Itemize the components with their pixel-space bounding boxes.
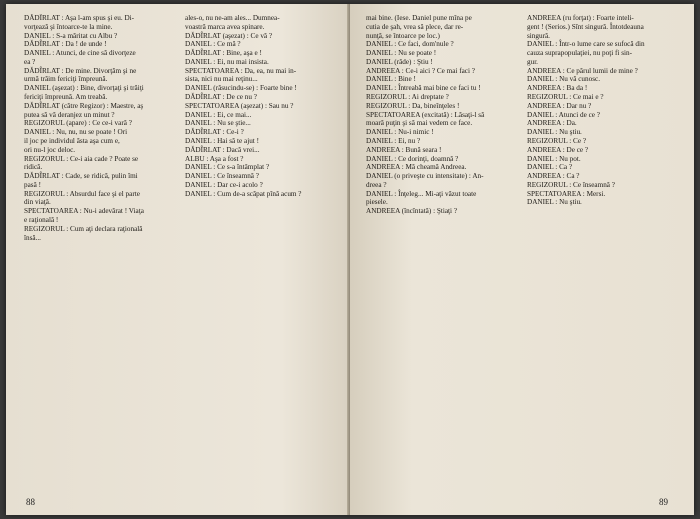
text-line: DANIEL : Nu se ştie...	[185, 119, 251, 128]
column-1	[24, 14, 175, 492]
text-line: DĂDÎRLAT (către Regizor) : Maestre, aş	[24, 101, 144, 110]
text-line: DANIEL : Nu ştiu.	[527, 198, 582, 207]
text-line: DANIEL : Ei, nu mai insista.	[185, 57, 269, 66]
column-3	[366, 14, 517, 492]
text-line: voastră marca avea spinare.	[185, 22, 265, 31]
text-line: SPECTATOAREA (aşezat) : Sau nu ?	[185, 101, 294, 110]
text-line: DĂDÎRLAT : Ce-i ?	[185, 128, 244, 137]
text-line: SPECTATOAREA : Da, ea, nu mai in-	[185, 66, 297, 75]
page-number-right: 89	[659, 497, 668, 507]
text-line: ANDREEA : Bună seara !	[366, 145, 442, 154]
text-line: DANIEL : Ce mă ?	[185, 40, 241, 49]
text-line: DANIEL : Nu, nu, nu se poate ! Ori	[24, 128, 128, 137]
text-line: DANIEL : Nu ştiu.	[527, 128, 582, 137]
text-line: moară puţin şi să mai vedem ce face.	[366, 119, 473, 128]
text-line: DANIEL : Ce faci, dom'nule ?	[366, 40, 454, 49]
text-line: ANDREEA : Ce-i aici ? Ce mai faci ?	[366, 66, 475, 75]
text-line: DANIEL : Într-o lume care se sufocă din	[527, 40, 645, 49]
text-line: ori nu-l joc deloc.	[24, 145, 76, 154]
text-line: REGIZORUL : Ai dreptate ?	[366, 93, 449, 102]
text-line: REGIZORUL : Cum aţi declara raţională	[24, 224, 143, 233]
text-line: REGIZORUL : Ce mai e ?	[527, 93, 604, 102]
column-2	[185, 14, 336, 492]
text-line: DANIEL (râde) : Ştiu !	[366, 57, 433, 66]
text-line: DANIEL : Ei, nu ?	[366, 136, 421, 145]
left-page	[6, 4, 350, 515]
text-line: DANIEL : Dar ce-i acolo ?	[185, 180, 263, 189]
text-line: DANIEL : Înţeleg... Mi-aţi văzut toate	[366, 189, 477, 198]
left-page-columns	[24, 14, 336, 492]
text-line: din viaţă.	[24, 198, 51, 207]
text-line: dreea ?	[366, 180, 387, 189]
text-line: putea să vă deranjez un minut ?	[24, 110, 115, 119]
text-line: ANDREEA (încîntată) : Ştiaţi ?	[366, 207, 458, 216]
right-page	[350, 4, 694, 515]
text-line: REGIZORUL : Ce înseamnă ?	[527, 180, 615, 189]
text-line: ridică.	[24, 163, 43, 172]
text-line: gur.	[527, 57, 538, 66]
text-line: vorţează şi întoarce-te la mine.	[24, 22, 113, 31]
text-line: ANDREEA : Dar nu ?	[527, 101, 592, 110]
text-line: DANIEL : Întreabă mai bine ce faci tu !	[366, 84, 481, 93]
text-line: REGIZORUL : Da, bineînţeles !	[366, 101, 460, 110]
text-line: DANIEL : Ce s-a întâmplat ?	[185, 163, 270, 172]
text-line: DĂDÎRLAT : Cade, se ridică, pulin îmi	[24, 172, 138, 181]
book-spread	[6, 4, 694, 515]
text-line: sista, nici nu mai reţinu...	[185, 75, 258, 84]
text-line: DĂDÎRLAT : Bine, aşa e !	[185, 49, 262, 58]
text-line: singură.	[527, 31, 550, 40]
text-line: SPECTATOAREA : Nu-i adevărat ! Viaţa	[24, 207, 144, 216]
text-line: ALBU : Aşa a fost ?	[185, 154, 244, 163]
text-line: urmă trăim fericiţi împreună.	[24, 75, 108, 84]
text-line: DANIEL : Bine !	[366, 75, 416, 84]
text-line: ANDREEA : Ce părul lumii de mine ?	[527, 66, 638, 75]
text-line: DĂDÎRLAT (aşezat) : Ce vă ?	[185, 31, 273, 40]
text-line: DĂDÎRLAT : Aşa l-am spus şi eu. Di-	[24, 14, 135, 22]
text-line: REGIZORUL : Absurdul face şi el parte	[24, 189, 140, 198]
text-line: e raţională !	[24, 215, 59, 224]
text-line: REGIZORUL : Ce ?	[527, 136, 587, 145]
text-line: DANIEL (răsucindu-se) : Foarte bine !	[185, 84, 297, 93]
text-line: DANIEL : Atunci de ce ?	[527, 110, 600, 119]
text-line: gent ! (Serios.) Sînt singură. Întotdeauna	[527, 22, 644, 31]
text-line: cauza suprapopulaţiei, nu poţi fi sin-	[527, 49, 632, 58]
text-line: DANIEL (o priveşte cu intensitate) : An-	[366, 172, 484, 181]
text-line: REGIZORUL (apare) : Ce ce-i vară ?	[24, 119, 132, 128]
page-number-left: 88	[26, 497, 35, 507]
text-line: ANDREEA : De ce ?	[527, 145, 589, 154]
text-line: SPECTATOAREA : Mersi.	[527, 189, 606, 198]
text-line: il joc pe individul ăsta aşa cum e,	[24, 136, 120, 145]
text-line: mai bine. (Iese. Daniel pune mîna pe	[366, 14, 472, 22]
text-line: DANIEL : S-a măritat cu Albu ?	[24, 31, 118, 40]
text-line: DĂDÎRLAT : De mine. Divorţăm şi ne	[24, 66, 137, 75]
text-line: piesele.	[366, 198, 388, 207]
text-line: DĂDÎRLAT : Dacă vrei...	[185, 145, 260, 154]
column-4	[527, 14, 678, 492]
text-line: cutia de şah, vrea să plece, dar re-	[366, 22, 464, 31]
text-line: ea ?	[24, 57, 36, 66]
right-page-columns	[366, 14, 678, 492]
text-line: nunţă, se întoarce pe loc.)	[366, 31, 440, 40]
text-line: DĂDÎRLAT : De ce nu ?	[185, 93, 257, 102]
text-line: DANIEL : Ce înseamnă ?	[185, 172, 259, 181]
text-line: pasă !	[24, 180, 41, 189]
text-line: DANIEL (aşezat) : Bine, divorţaţi şi trăiţi	[24, 84, 144, 93]
text-line: DANIEL : Hai să te ajut !	[185, 136, 259, 145]
text-line: ANDREEA : Ca ?	[527, 172, 580, 181]
text-line: DANIEL : Ei, ce mai...	[185, 110, 252, 119]
text-line: ANDREEA : Ba da !	[527, 84, 588, 93]
text-line: ANDREEA (ru forţat) : Foarte inteli-	[527, 14, 634, 22]
text-line: DANIEL : Ca ?	[527, 163, 573, 172]
text-line: DANIEL : Nu se poate !	[366, 49, 437, 58]
text-line: DANIEL : Atunci, de cine să divorţeze	[24, 49, 136, 58]
text-line: fericiţi împreună. Am treabă.	[24, 93, 108, 102]
text-line: ales-o, nu ne-am ales... Dumnea-	[185, 14, 280, 22]
text-line: DANIEL : Nu vă cunosc.	[527, 75, 600, 84]
text-line: DANIEL : Cum de-a scăpat pînă acum ?	[185, 189, 302, 198]
text-line: DANIEL : Nu pot.	[527, 154, 581, 163]
text-line: REGIZORUL : Ce-i aia cade ? Poate se	[24, 154, 139, 163]
text-line: ANDREEA : Da.	[527, 119, 577, 128]
text-line: ANDREEA : Mă cheamă Andreea.	[366, 163, 467, 172]
text-line: SPECTATOAREA (excitată) : Lăsaţi-l să	[366, 110, 485, 119]
text-line: DANIEL : Nu-i nimic !	[366, 128, 434, 137]
text-line: însă...	[24, 233, 41, 242]
text-line: DANIEL : Ce dorinţi, doamnă ?	[366, 154, 459, 163]
text-line: DĂDÎRLAT : Da ! de unde !	[24, 40, 107, 49]
